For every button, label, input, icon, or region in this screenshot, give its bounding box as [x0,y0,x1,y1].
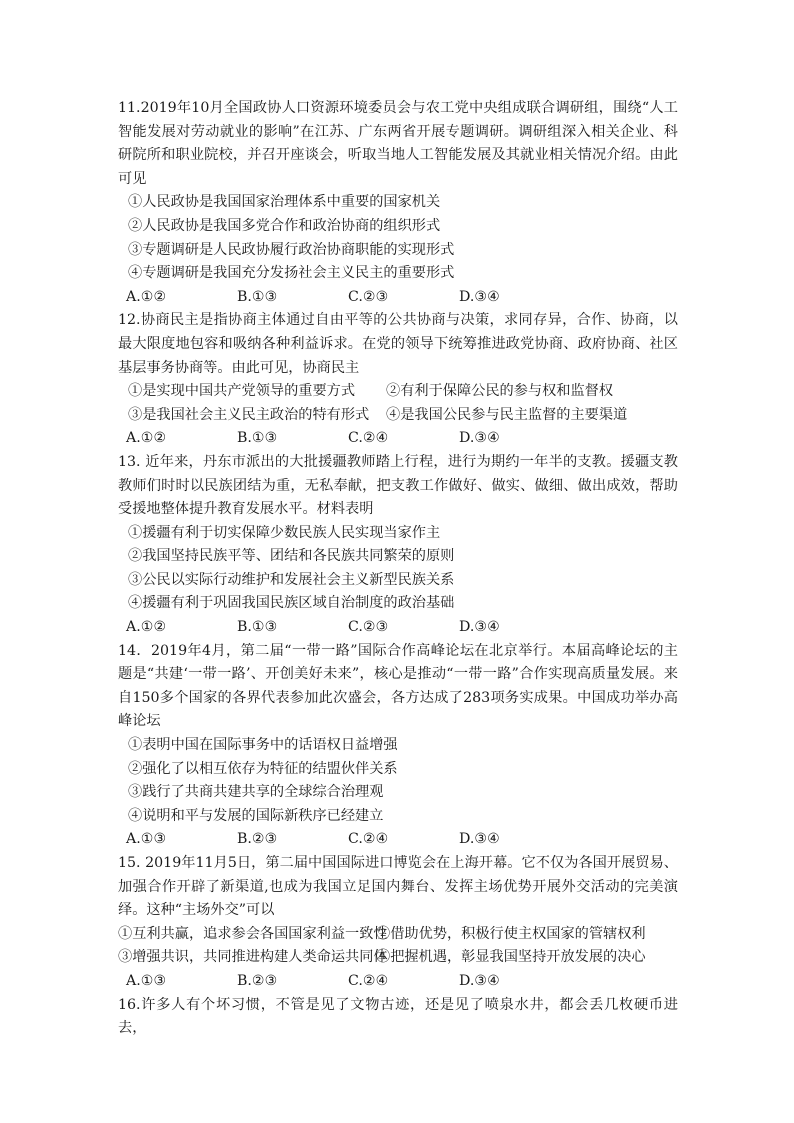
option: ④把握机遇，彰显我国坚持开放发展的决心 [376,949,646,966]
answer-choices [118,427,678,451]
question-12 [118,309,678,451]
question-stem: 12.协商民主是指协商主体通过自由平等的公共协商与决策，求同存异，合作、协商，以最大限度地包容和吸纳各种利益诉求。在党的领导下统筹推进政党协商、政府协商、社区基层事务协商等。由此可见，协商民主 [118,312,678,376]
option: ④是我国公民参与民主监督的主要渠道 [386,406,628,423]
option-row [118,380,678,404]
answer-choice: A.①③ [126,972,167,989]
answer-choice: D.③④ [459,430,500,447]
question-stem: 15. 2019年11月5日，第二届中国国际进口博览会在上海开幕。它不仅为各国开展贸易、加强合作开辟了新渠道,也成为我国立足国内舞台、发挥主场优势开展外交活动的完美演绎。这种“主场外交”可以 [118,855,678,919]
option-row [118,923,678,947]
answer-choice: C.②③ [348,619,389,636]
option: ①互利共赢，追求参会各国国家利益一致性 [118,925,388,942]
answer-choices [118,616,678,640]
answer-choice: C.②④ [348,831,389,848]
question-15 [118,852,678,994]
option: ②有利于保障公民的参与权和监督权 [386,383,614,400]
option: ①表明中国在国际事务中的话语权日益增强 [128,737,398,754]
question-stem: 11.2019年10月全国政协人口资源环境委员会与农工党中央组成联合调研组，围绕“人工智能发展对劳动就业的影响”在江苏、广东两省开展专题调研。调研组深入相关企业、科研院所和职业院校，并召开座谈会，听取当地人工智能发展及其就业相关情况介绍。由此可见 [118,100,678,187]
option: ②强化了以相互依存为特征的结盟伙伴关系 [128,760,398,777]
option-row [118,404,678,428]
exam-page [118,97,678,1041]
answer-choice: B.②③ [237,831,278,848]
answer-choice: A.①② [126,619,167,636]
answer-choices [118,970,678,994]
answer-choice: B.①③ [237,288,278,305]
answer-choice: A.①③ [126,831,167,848]
option: ③公民以实际行动维护和发展社会主义新型民族关系 [128,571,455,588]
question-stem: 13. 近年来，丹东市派出的大批援疆教师踏上行程，进行为期约一年半的支教。援疆支教教师们时时以民族团结为重，无私奉献，把支教工作做好、做实、做细、做出成效，帮助受援地整体提升教育发展水平。材料表明 [118,453,678,518]
answer-choice: A.①② [126,430,167,447]
option: ④说明和平与发展的国际新秩序已经建立 [128,807,384,824]
answer-choice: B.①③ [237,430,278,447]
question-13 [118,451,678,640]
question-stem: 16.许多人有个坏习惯，不管是见了文物古迹，还是见了喷泉水井，都会丢几枚硬币进去， [118,996,678,1037]
question-14 [118,640,678,852]
answer-choice: D.③④ [459,288,500,305]
option: ①人民政协是我国国家治理体系中重要的国家机关 [128,194,441,211]
answer-choices [118,828,678,852]
answer-choice: D.③④ [459,619,500,636]
answer-choice: C.②④ [348,430,389,447]
option: ①援疆有利于切实保障少数民族人民实现当家作主 [128,524,441,541]
option: ③增强共识，共同推进构建人类命运共同体 [118,949,388,966]
answer-choice: B.②③ [237,972,278,989]
option: ④专题调研是我国充分发扬社会主义民主的重要形式 [128,265,455,282]
option: ①是实现中国共产党领导的重要方式 [128,383,356,400]
question-11 [118,97,678,309]
answer-choice: B.①③ [237,619,278,636]
option-row [118,946,678,970]
answer-choice: D.③④ [459,831,500,848]
answer-choice: A.①② [126,288,167,305]
answer-choice: C.②④ [348,972,389,989]
option: ③践行了共商共建共享的全球综合治理观 [128,784,384,801]
option: ②人民政协是我国多党合作和政治协商的组织形式 [128,217,441,234]
question-stem: 14．2019年4月，第二届“一带一路”国际合作高峰论坛在北京举行。本届高峰论坛的主题是“共建‘一带一路’、开创美好未来”，核心是推动“一带一路”合作实现高质量发展。来自150多个国家的各界代表参加此次盛会，各方达成了283项务实成果。中国成功举办高峰论坛 [118,642,678,730]
option: ④援疆有利于巩固我国民族区域自治制度的政治基础 [128,595,455,612]
option: ③专题调研是人民政协履行政治协商职能的实现形式 [128,241,455,258]
answer-choice: D.③④ [459,972,500,989]
question-16 [118,994,678,1041]
option: ③是我国社会主义民主政治的特有形式 [128,406,370,423]
option: ②我国坚持民族平等、团结和各民族共同繁荣的原则 [128,548,455,565]
answer-choice: C.②③ [348,288,389,305]
answer-choices [118,286,678,310]
option: ②借助优势，积极行使主权国家的管辖权利 [376,925,646,942]
